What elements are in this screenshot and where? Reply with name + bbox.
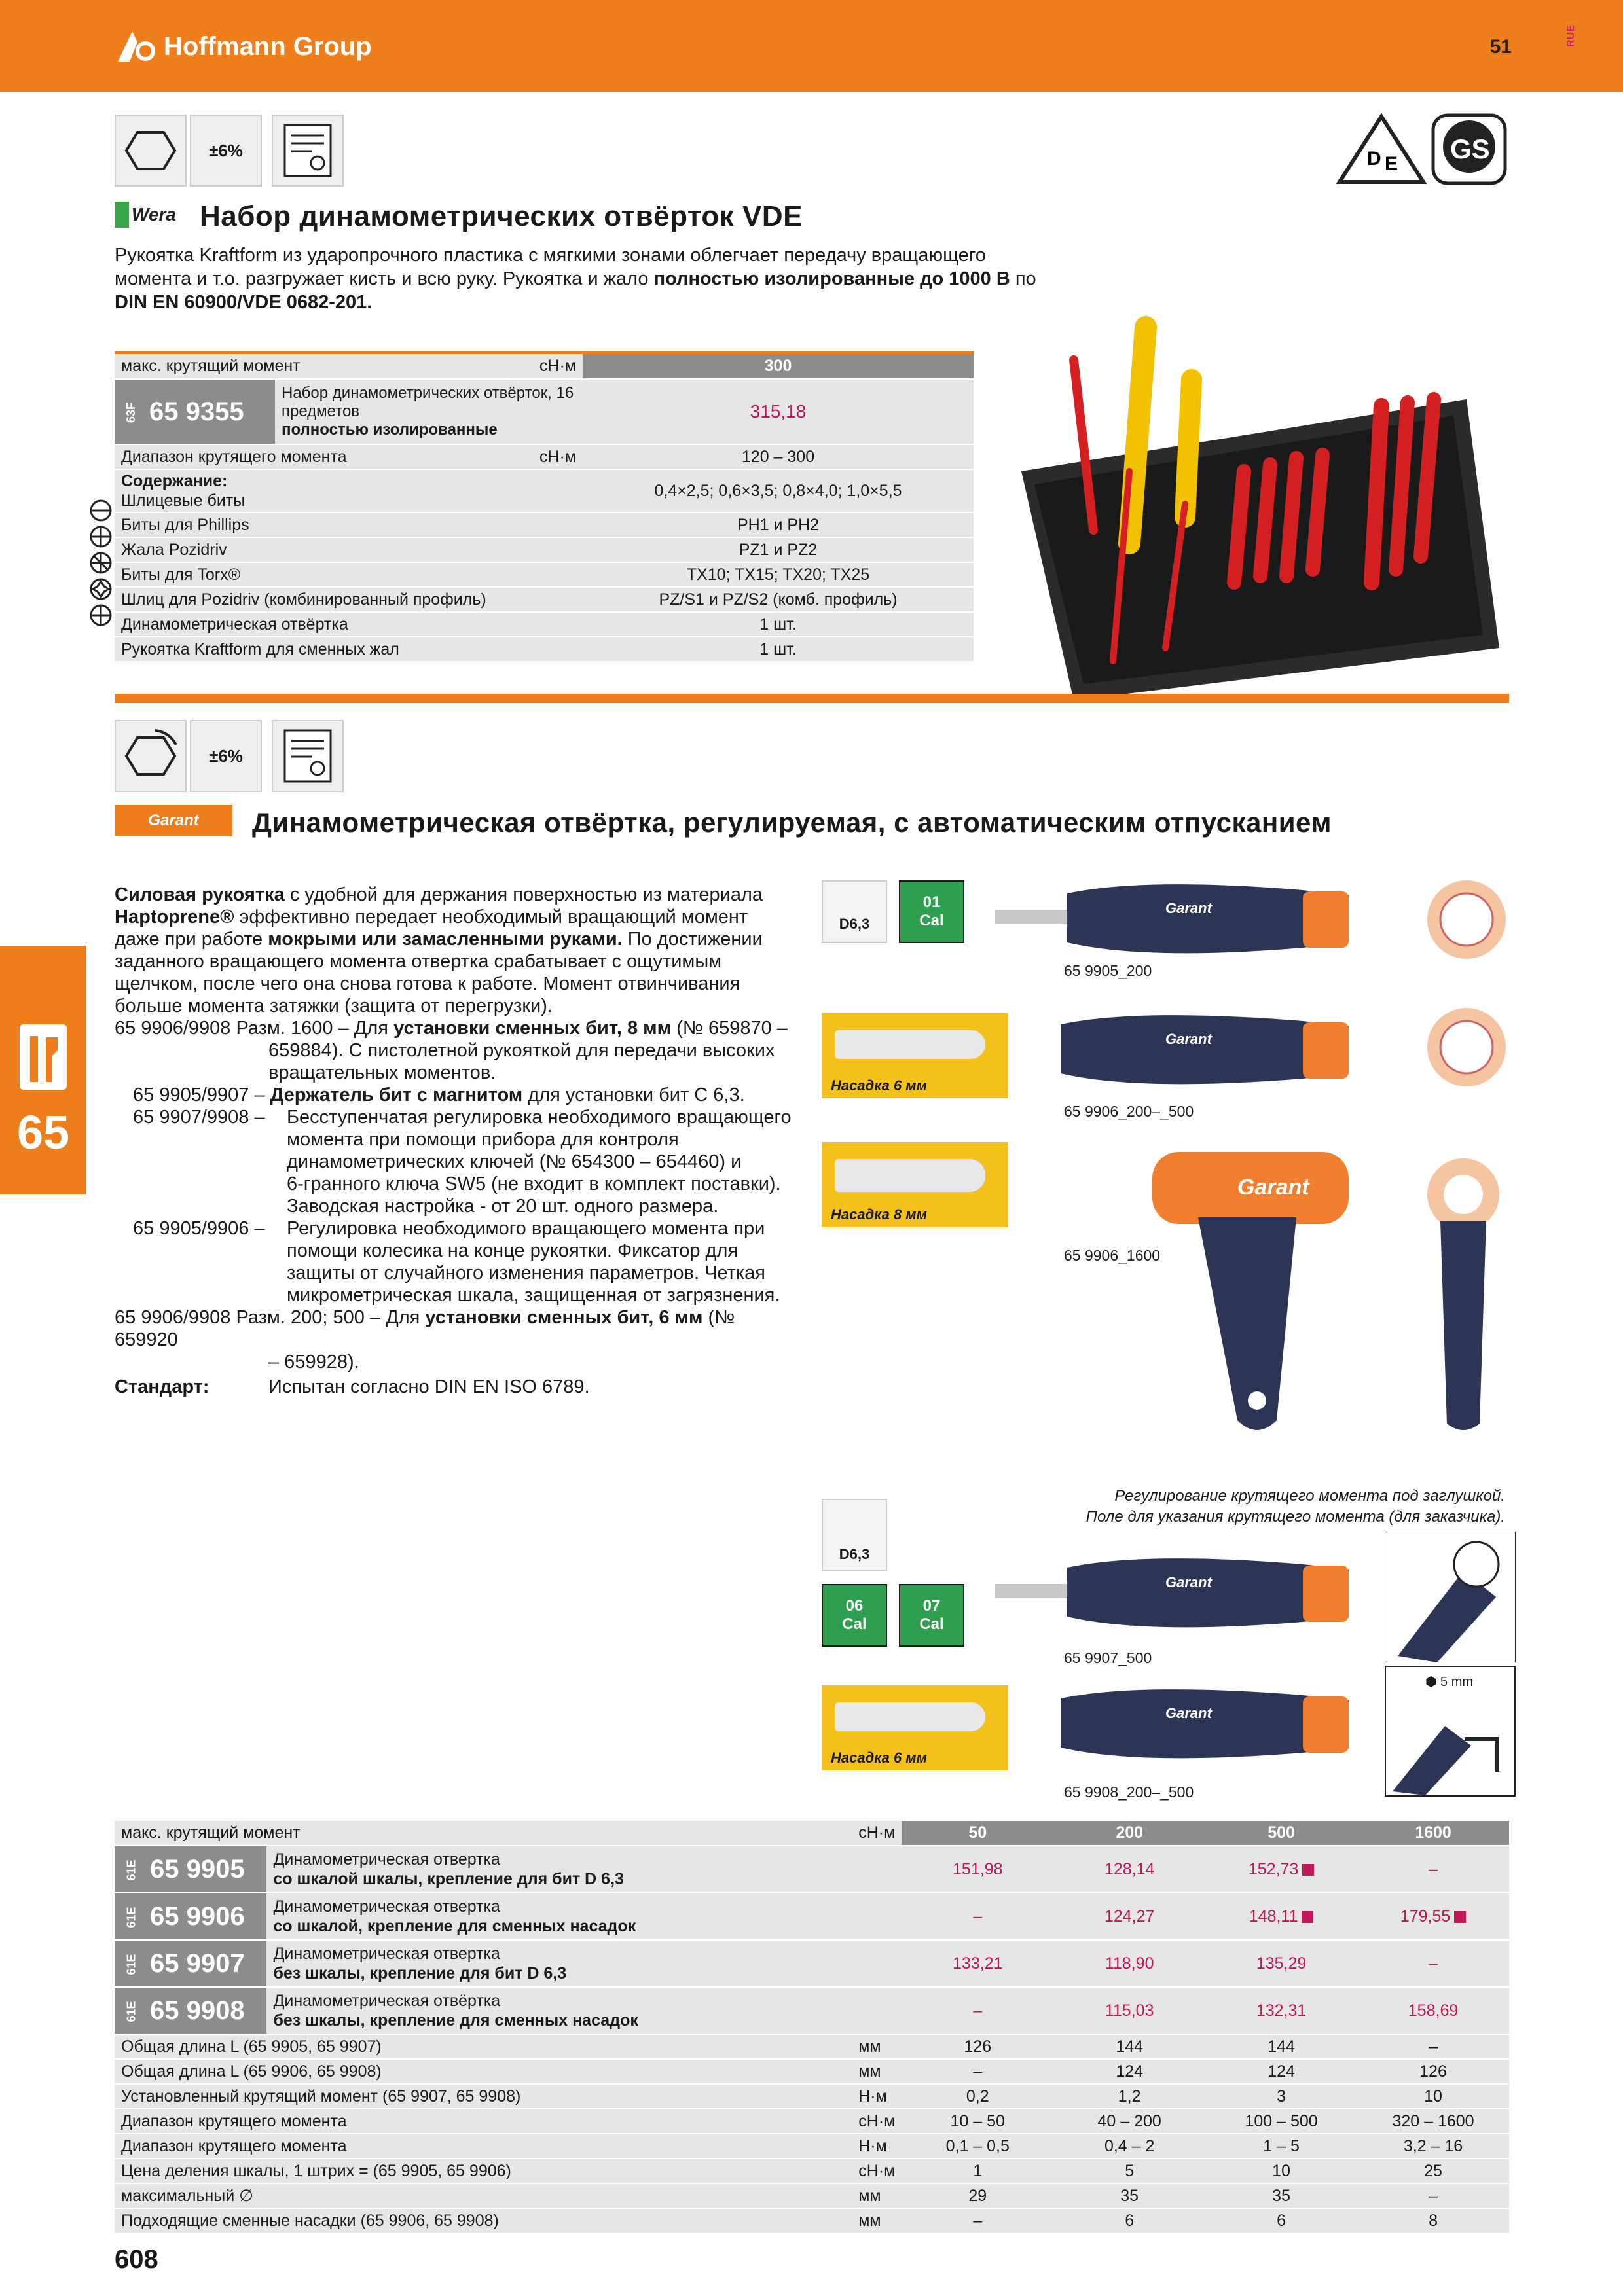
- spec-row: Диапазон крутящего момента Н·м 0,1 – 0,5 0,4 – 2 1 – 5 3,2 – 16: [115, 2134, 1509, 2159]
- class-01-badge: 01 Cal: [899, 880, 964, 943]
- spec-row: Общая длина L (65 9905, 65 9907) мм 126 144 144 –: [115, 2034, 1509, 2059]
- svg-text:GS: GS: [1450, 134, 1490, 164]
- spec-row: Биты для Phillips PH1 и PH2: [115, 512, 974, 537]
- d63-bit-icon: D6,3: [822, 880, 887, 943]
- section2-description: Силовая рукоятка с удобной для держания поверхностью из материала Haptoprene® эффективно передает необходимый вращающий момент даже при работе мокрыми или замасленными руками. По достижении заданного вращающего момента отвертка срабатывает с ощутимым щелчком, после чего она снова готова к работе. Момент отвинчивания больше момента затяжки (защита от перегрузки). 65 9906/9908 Разм. 1600 – Для установки сменных бит, 8 мм (№ 659870 – 659884). С пистолетной рукояткой для передачи высоких вращательных моментов. 65 9905/9907 – Держатель бит с магнитом для установки бит C 6,3. 65 9907/9908 – Бесступенчатая регулировка необходимого вращающего момента при помощи прибора для контроля динамометрических ключей (№ 654300 – 654460) и 6-гранного ключа SW5 (не входит в комплект поставки). Заводская настройка - от 20 шт. одного размера. 65 9905/9906 – Регулировка необходимого вращающего момента при помощи колесика на конце рукоятки. Фиксатор для защиты от случайного изменения параметров. Четкая микрометрическая шкала, защищенная от загрязнения. 65 9906/9908 Разм. 200; 500 – Для установки сменных бит, 6 мм (№ 659920 – 659928). Стандарт: Испытан согласно DIN EN ISO 6789.: [115, 884, 792, 1397]
- pistol-side-image: [1421, 1149, 1506, 1437]
- spec-row: Рукоятка Kraftform для сменных жал 1 шт.: [115, 637, 974, 662]
- screwdriver-9908-image: [1054, 1682, 1381, 1767]
- svg-text:Garant: Garant: [1165, 1705, 1212, 1721]
- spec-row: Шлиц для Pozidriv (комбинированный профиль) PZ/S1 и PZ/S2 (комб. профиль): [115, 587, 974, 612]
- language-tag: RUE: [1565, 25, 1577, 47]
- footer-page-number: 608: [115, 2245, 158, 2274]
- hexagon-icon: [116, 721, 185, 791]
- spec-row: Общая длина L (65 9906, 65 9908) мм – 124 124 126: [115, 2059, 1509, 2084]
- wera-set-image: [995, 308, 1512, 713]
- section2-title: Динамометрическая отвёртка, регулируемая, с автоматическим отпусканием: [252, 807, 1332, 838]
- hoffmann-logo-icon: [118, 31, 157, 62]
- product-row: 61E 65 9907 Динамометрическая отвертка без шкалы, крепление для бит D 6,3 133,21 118,90 135,29 –: [115, 1940, 1509, 1987]
- section1-title: Набор динамометрических отвёрток VDE: [200, 200, 803, 232]
- svg-text:Garant: Garant: [1165, 900, 1212, 916]
- brand-logo: [118, 31, 372, 62]
- svg-text:Garant: Garant: [1237, 1175, 1309, 1200]
- section1-description: Рукоятка Kraftform из ударопрочного пластика с мягкими зонами облегчает передачу вращающего момента и т.о. разгружает кисть и всю руку. Рукоятка и жало полностью изолированные до 1000 В по DIN EN 60900/VDE 0682-201.: [115, 245, 1036, 313]
- screwdriver-9907-image: [995, 1551, 1375, 1636]
- bit-6mm-box-2: Насадка 6 мм: [822, 1685, 1008, 1770]
- caption-9908: 65 9908_200–_500: [1064, 1784, 1194, 1801]
- screwdriver-9906-image: [1054, 1008, 1381, 1093]
- vde-mark-icon: [1336, 113, 1427, 186]
- table-header-row: макс. крутящий момент cН·м 50 200 500 1600: [115, 1821, 1509, 1846]
- product-row: 61E 65 9905 Динамометрическая отвертка со шкалой шкалы, крепление для бит D 6,3 151,98 128,14 152,73 –: [115, 1846, 1509, 1893]
- section-divider: [115, 694, 1509, 703]
- d63-bit-icon-2: D6,3: [822, 1499, 887, 1571]
- scale-cap-image-2: [1424, 1005, 1509, 1090]
- section1-table: [115, 354, 974, 662]
- hexagon-icon: [116, 116, 185, 185]
- svg-text:D: D: [1367, 148, 1381, 170]
- spec-row: Жала Pozidriv PZ1 и PZ2: [115, 537, 974, 562]
- class-06-badge: 06 Cal: [822, 1584, 887, 1647]
- screwdriver-9905-image: [995, 877, 1375, 962]
- adjust-detail-image: [1385, 1532, 1516, 1662]
- table-header-row: макс. крутящий момент cН·м 300: [115, 354, 974, 379]
- pistol-screwdriver-image: [1139, 1139, 1362, 1440]
- certificate-icon: [272, 720, 344, 792]
- tolerance-badge-2: ±6%: [190, 720, 262, 792]
- wera-logo: Wera: [115, 198, 187, 231]
- gs-mark-icon: [1431, 113, 1509, 186]
- spec-row: Цена деления шкалы, 1 штрих = (65 9905, 65 9906) cН·м 1 5 10 25: [115, 2159, 1509, 2183]
- screwdriver-wrench-icon: [0, 1011, 86, 1109]
- product-row: 61E 65 9906 Динамометрическая отвертка со шкалой, крепление для сменных насадок – 124,27 148,11 179,55: [115, 1893, 1509, 1940]
- spec-row: Установленный крутящий момент (65 9907, 65 9908) Н·м 0,2 1,2 3 10: [115, 2084, 1509, 2109]
- svg-text:Garant: Garant: [1165, 1031, 1212, 1047]
- svg-text:Garant: Garant: [1165, 1574, 1212, 1590]
- caption-9905: 65 9905_200: [1064, 962, 1152, 979]
- svg-text:E: E: [1385, 153, 1398, 175]
- spec-row: Содержание: Шлицевые биты 0,4×2,5; 0,6×3,5; 0,8×4,0; 1,0×5,5: [115, 469, 974, 512]
- spec-row: Биты для Torx® TX10; TX15; TX20; TX25: [115, 562, 974, 587]
- garant-logo: Garant: [115, 805, 232, 836]
- brand-name: Hoffmann Group: [164, 31, 372, 61]
- hex-icon-box: [115, 115, 187, 187]
- spec-row: Диапазон крутящего момента cН·м 120 – 300: [115, 444, 974, 469]
- tolerance-badge: ±6%: [190, 115, 262, 187]
- caption-9907: 65 9907_500: [1064, 1649, 1152, 1666]
- hex-icon-box-2: [115, 720, 187, 792]
- scale-cap-image-1: [1424, 877, 1509, 962]
- product-row: 61E 65 9908 Динамометрическая отвёртка без шкалы, крепление для сменных насадок – 115,03 132,31 158,69: [115, 1987, 1509, 2034]
- bit-8mm-box: Насадка 8 мм: [822, 1142, 1008, 1227]
- bit-type-icons: [86, 497, 115, 628]
- adjustment-note: Регулирование крутящего момента под заглушкой. Поле для указания крутящего момента (для заказчика).: [1085, 1487, 1505, 1526]
- spec-row: максимальный ∅ мм 29 35 35 –: [115, 2183, 1509, 2208]
- certificate-icon: [272, 115, 344, 187]
- page-number: 51: [1489, 36, 1512, 58]
- hex-key-detail: ⬢ 5 mm: [1385, 1666, 1516, 1797]
- bit-6mm-box: Насадка 6 мм: [822, 1013, 1008, 1098]
- spec-row: Динамометрическая отвёртка 1 шт.: [115, 612, 974, 637]
- section2-table: [115, 1821, 1509, 2234]
- chapter-side-tab: [0, 946, 86, 1194]
- caption-9906-small: 65 9906_200–_500: [1064, 1103, 1194, 1120]
- spec-row: Подходящие сменные насадки (65 9906, 65 9908) мм – 6 6 8: [115, 2208, 1509, 2233]
- spec-row: Диапазон крутящего момента cН·м 10 – 50 40 – 200 100 – 500 320 – 1600: [115, 2109, 1509, 2134]
- class-07-badge: 07 Cal: [899, 1584, 964, 1647]
- chapter-number: 65: [16, 1107, 70, 1159]
- product-row: 63F 65 9355 Набор динамометрических отвёрток, 16 предметов полностью изолированные 315,18: [115, 379, 974, 444]
- caption-9906-1600: 65 9906_1600: [1064, 1247, 1161, 1264]
